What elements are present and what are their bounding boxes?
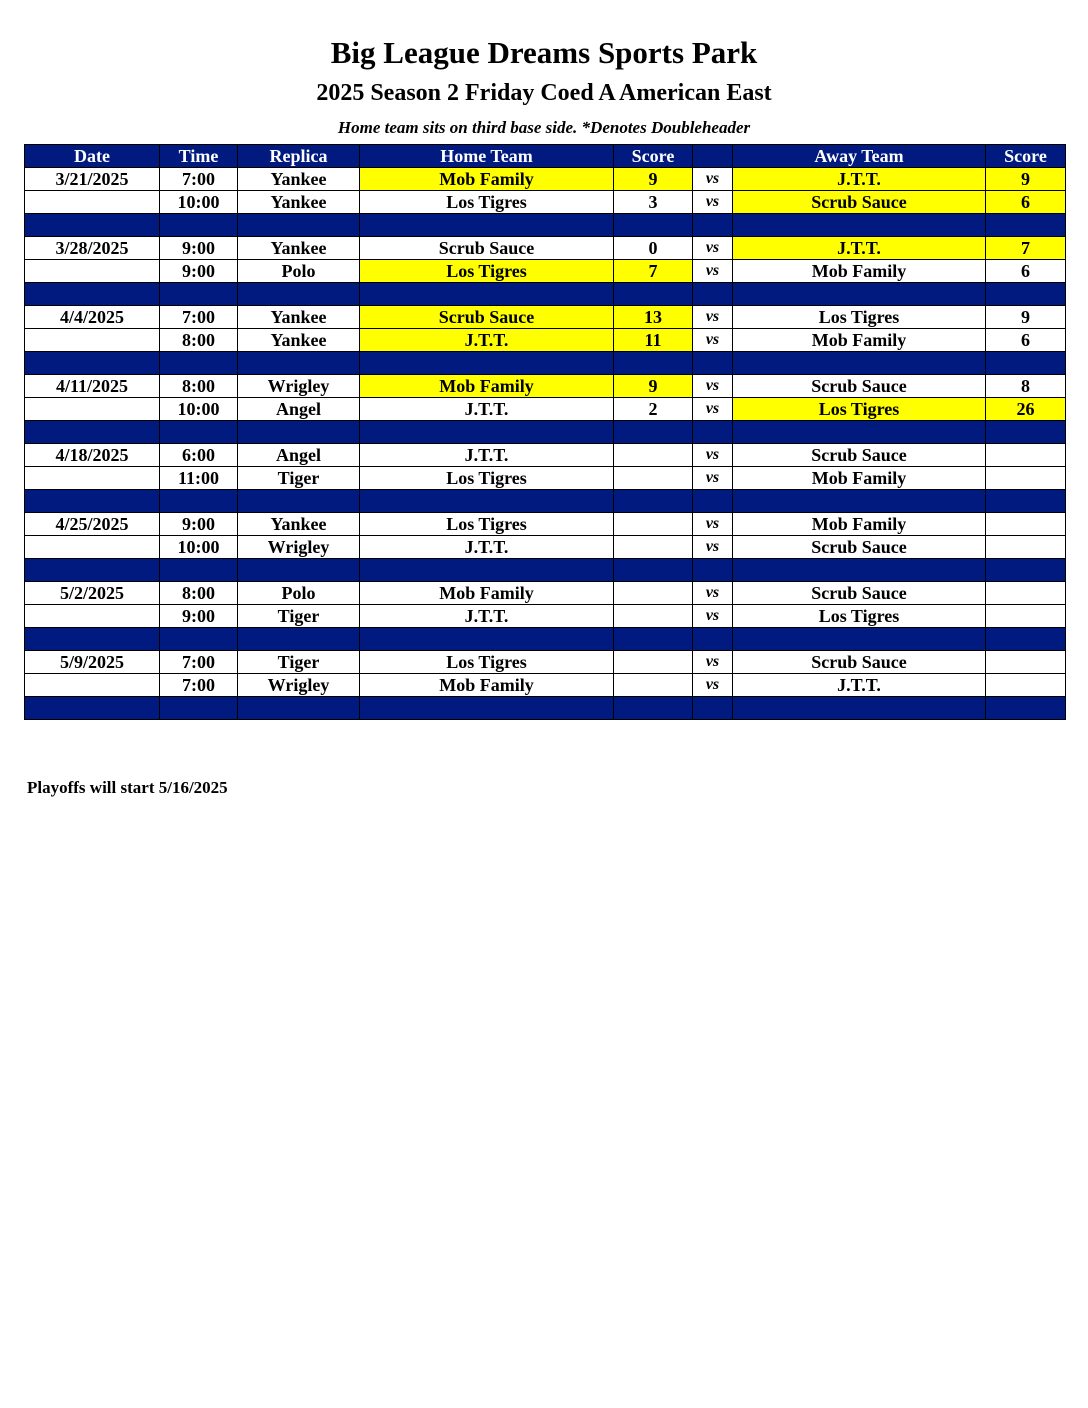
separator-cell xyxy=(733,352,986,375)
away-score-cell xyxy=(986,674,1066,697)
separator-cell xyxy=(160,214,238,237)
separator-cell xyxy=(238,490,360,513)
vs-cell: vs xyxy=(693,398,733,421)
vs-cell: vs xyxy=(693,536,733,559)
separator-cell xyxy=(733,559,986,582)
separator-cell xyxy=(25,697,160,720)
time-cell: 7:00 xyxy=(160,674,238,697)
separator-cell xyxy=(693,283,733,306)
game-row xyxy=(25,191,1066,214)
separator-cell xyxy=(693,214,733,237)
separator-cell xyxy=(733,628,986,651)
away-score-cell: 7 xyxy=(986,237,1066,260)
separator-cell xyxy=(614,421,693,444)
separator-cell xyxy=(986,559,1066,582)
date-cell xyxy=(25,605,160,628)
game-row xyxy=(25,237,1066,260)
col-header-replica: Replica xyxy=(238,145,360,168)
week-separator-row xyxy=(25,697,1066,720)
game-row xyxy=(25,582,1066,605)
home-team-cell: Los Tigres xyxy=(360,651,614,674)
home-team-cell: Mob Family xyxy=(360,168,614,191)
separator-cell xyxy=(693,421,733,444)
date-cell xyxy=(25,674,160,697)
separator-cell xyxy=(693,559,733,582)
separator-cell xyxy=(693,490,733,513)
replica-cell: Yankee xyxy=(238,306,360,329)
date-cell xyxy=(25,398,160,421)
separator-cell xyxy=(986,697,1066,720)
date-cell: 5/9/2025 xyxy=(25,651,160,674)
separator-cell xyxy=(360,421,614,444)
separator-cell xyxy=(160,490,238,513)
away-score-cell xyxy=(986,444,1066,467)
col-header-away-score: Score xyxy=(986,145,1066,168)
home-team-cell: J.T.T. xyxy=(360,398,614,421)
separator-cell xyxy=(25,283,160,306)
separator-cell xyxy=(25,490,160,513)
playoffs-note: Playoffs will start 5/16/2025 xyxy=(27,778,228,797)
separator-cell xyxy=(360,352,614,375)
home-team-cell: Scrub Sauce xyxy=(360,237,614,260)
separator-cell xyxy=(733,283,986,306)
week-separator-row xyxy=(25,214,1066,237)
home-score-cell: 2 xyxy=(614,398,693,421)
separator-cell xyxy=(160,421,238,444)
separator-cell xyxy=(614,214,693,237)
separator-cell xyxy=(614,559,693,582)
away-score-cell: 9 xyxy=(986,168,1066,191)
replica-cell: Yankee xyxy=(238,168,360,191)
col-header-time: Time xyxy=(160,145,238,168)
separator-cell xyxy=(360,283,614,306)
home-score-cell: 9 xyxy=(614,375,693,398)
home-team-cell: Los Tigres xyxy=(360,467,614,490)
time-cell: 6:00 xyxy=(160,444,238,467)
game-row xyxy=(25,398,1066,421)
game-row xyxy=(25,306,1066,329)
away-team-cell: Mob Family xyxy=(733,329,986,352)
replica-cell: Yankee xyxy=(238,237,360,260)
away-team-cell: Mob Family xyxy=(733,513,986,536)
vs-cell: vs xyxy=(693,674,733,697)
separator-cell xyxy=(693,697,733,720)
week-separator-row xyxy=(25,490,1066,513)
home-team-cell: Los Tigres xyxy=(360,191,614,214)
col-header-home-score: Score xyxy=(614,145,693,168)
date-cell: 4/11/2025 xyxy=(25,375,160,398)
game-row xyxy=(25,605,1066,628)
separator-cell xyxy=(25,352,160,375)
away-team-cell: Mob Family xyxy=(733,260,986,283)
separator-cell xyxy=(693,628,733,651)
vs-cell: vs xyxy=(693,444,733,467)
game-row xyxy=(25,674,1066,697)
time-cell: 10:00 xyxy=(160,191,238,214)
home-score-cell xyxy=(614,582,693,605)
time-cell: 10:00 xyxy=(160,398,238,421)
week-separator-row xyxy=(25,421,1066,444)
away-team-cell: J.T.T. xyxy=(733,237,986,260)
away-team-cell: Scrub Sauce xyxy=(733,582,986,605)
replica-cell: Wrigley xyxy=(238,536,360,559)
game-row xyxy=(25,536,1066,559)
home-team-cell: J.T.T. xyxy=(360,329,614,352)
away-team-cell: J.T.T. xyxy=(733,674,986,697)
replica-cell: Yankee xyxy=(238,191,360,214)
date-cell: 4/4/2025 xyxy=(25,306,160,329)
home-score-cell: 11 xyxy=(614,329,693,352)
away-team-cell: Los Tigres xyxy=(733,398,986,421)
schedule-body xyxy=(25,168,1066,720)
separator-cell xyxy=(238,421,360,444)
away-score-cell xyxy=(986,467,1066,490)
header-row xyxy=(25,145,1066,168)
game-row xyxy=(25,444,1066,467)
home-score-cell: 3 xyxy=(614,191,693,214)
vs-cell: vs xyxy=(693,191,733,214)
home-team-cell: Scrub Sauce xyxy=(360,306,614,329)
date-cell xyxy=(25,329,160,352)
time-cell: 7:00 xyxy=(160,651,238,674)
home-team-cell: Mob Family xyxy=(360,674,614,697)
col-header-date: Date xyxy=(25,145,160,168)
time-cell: 7:00 xyxy=(160,306,238,329)
home-score-cell: 7 xyxy=(614,260,693,283)
away-score-cell xyxy=(986,605,1066,628)
game-row xyxy=(25,260,1066,283)
time-cell: 8:00 xyxy=(160,582,238,605)
separator-cell xyxy=(25,214,160,237)
home-score-cell xyxy=(614,513,693,536)
home-team-cell: J.T.T. xyxy=(360,444,614,467)
separator-cell xyxy=(238,697,360,720)
away-score-cell: 8 xyxy=(986,375,1066,398)
date-cell: 4/25/2025 xyxy=(25,513,160,536)
schedule-table xyxy=(24,144,1066,720)
game-row xyxy=(25,651,1066,674)
week-separator-row xyxy=(25,283,1066,306)
game-row xyxy=(25,168,1066,191)
home-team-cell: Mob Family xyxy=(360,375,614,398)
separator-cell xyxy=(733,490,986,513)
replica-cell: Tiger xyxy=(238,605,360,628)
time-cell: 8:00 xyxy=(160,329,238,352)
time-cell: 7:00 xyxy=(160,168,238,191)
col-header-home-team: Home Team xyxy=(360,145,614,168)
separator-cell xyxy=(238,559,360,582)
game-row xyxy=(25,375,1066,398)
separator-cell xyxy=(614,490,693,513)
vs-cell: vs xyxy=(693,237,733,260)
vs-cell: vs xyxy=(693,513,733,536)
separator-cell xyxy=(25,559,160,582)
vs-cell: vs xyxy=(693,329,733,352)
separator-cell xyxy=(986,490,1066,513)
away-score-cell xyxy=(986,513,1066,536)
vs-cell: vs xyxy=(693,168,733,191)
separator-cell xyxy=(360,490,614,513)
separator-cell xyxy=(238,214,360,237)
vs-cell: vs xyxy=(693,467,733,490)
home-team-cell: Los Tigres xyxy=(360,513,614,536)
home-score-cell: 13 xyxy=(614,306,693,329)
away-team-cell: Los Tigres xyxy=(733,605,986,628)
home-score-cell: 0 xyxy=(614,237,693,260)
away-score-cell: 6 xyxy=(986,191,1066,214)
separator-cell xyxy=(614,628,693,651)
home-team-cell: J.T.T. xyxy=(360,536,614,559)
game-row xyxy=(25,513,1066,536)
replica-cell: Polo xyxy=(238,260,360,283)
week-separator-row xyxy=(25,352,1066,375)
separator-cell xyxy=(360,214,614,237)
vs-cell: vs xyxy=(693,651,733,674)
date-cell xyxy=(25,467,160,490)
separator-cell xyxy=(160,628,238,651)
week-separator-row xyxy=(25,559,1066,582)
away-score-cell: 9 xyxy=(986,306,1066,329)
home-score-cell xyxy=(614,674,693,697)
week-separator-row xyxy=(25,628,1066,651)
separator-cell xyxy=(693,352,733,375)
separator-cell xyxy=(360,697,614,720)
page-title: Big League Dreams Sports Park xyxy=(330,35,758,70)
separator-cell xyxy=(160,559,238,582)
separator-cell xyxy=(733,421,986,444)
time-cell: 9:00 xyxy=(160,260,238,283)
date-cell xyxy=(25,191,160,214)
date-cell: 5/2/2025 xyxy=(25,582,160,605)
away-team-cell: J.T.T. xyxy=(733,168,986,191)
separator-cell xyxy=(733,214,986,237)
home-score-cell xyxy=(614,651,693,674)
separator-cell xyxy=(614,697,693,720)
time-cell: 10:00 xyxy=(160,536,238,559)
doubleheader-note: Home team sits on third base side. *Denotes Doubleheader xyxy=(337,118,751,137)
separator-cell xyxy=(238,628,360,651)
replica-cell: Yankee xyxy=(238,513,360,536)
away-score-cell: 6 xyxy=(986,260,1066,283)
away-team-cell: Mob Family xyxy=(733,467,986,490)
game-row xyxy=(25,329,1066,352)
home-team-cell: J.T.T. xyxy=(360,605,614,628)
replica-cell: Angel xyxy=(238,444,360,467)
separator-cell xyxy=(986,421,1066,444)
separator-cell xyxy=(160,283,238,306)
away-team-cell: Scrub Sauce xyxy=(733,536,986,559)
separator-cell xyxy=(614,283,693,306)
time-cell: 11:00 xyxy=(160,467,238,490)
away-score-cell xyxy=(986,651,1066,674)
vs-cell: vs xyxy=(693,582,733,605)
separator-cell xyxy=(238,352,360,375)
col-header-away-team: Away Team xyxy=(733,145,986,168)
away-team-cell: Scrub Sauce xyxy=(733,191,986,214)
away-score-cell: 26 xyxy=(986,398,1066,421)
replica-cell: Wrigley xyxy=(238,674,360,697)
separator-cell xyxy=(986,352,1066,375)
away-score-cell: 6 xyxy=(986,329,1066,352)
separator-cell xyxy=(25,421,160,444)
replica-cell: Tiger xyxy=(238,651,360,674)
home-score-cell xyxy=(614,536,693,559)
date-cell: 3/28/2025 xyxy=(25,237,160,260)
away-team-cell: Scrub Sauce xyxy=(733,375,986,398)
separator-cell xyxy=(25,628,160,651)
away-team-cell: Los Tigres xyxy=(733,306,986,329)
replica-cell: Wrigley xyxy=(238,375,360,398)
game-row xyxy=(25,467,1066,490)
col-header-vs xyxy=(693,145,733,168)
separator-cell xyxy=(238,283,360,306)
separator-cell xyxy=(160,352,238,375)
home-score-cell xyxy=(614,444,693,467)
vs-cell: vs xyxy=(693,306,733,329)
separator-cell xyxy=(614,352,693,375)
home-team-cell: Los Tigres xyxy=(360,260,614,283)
replica-cell: Polo xyxy=(238,582,360,605)
time-cell: 9:00 xyxy=(160,605,238,628)
time-cell: 8:00 xyxy=(160,375,238,398)
vs-cell: vs xyxy=(693,605,733,628)
separator-cell xyxy=(986,283,1066,306)
home-score-cell: 9 xyxy=(614,168,693,191)
separator-cell xyxy=(360,559,614,582)
replica-cell: Yankee xyxy=(238,329,360,352)
away-team-cell: Scrub Sauce xyxy=(733,444,986,467)
home-team-cell: Mob Family xyxy=(360,582,614,605)
replica-cell: Angel xyxy=(238,398,360,421)
separator-cell xyxy=(733,697,986,720)
away-score-cell xyxy=(986,582,1066,605)
home-score-cell xyxy=(614,605,693,628)
vs-cell: vs xyxy=(693,260,733,283)
page-subtitle: 2025 Season 2 Friday Coed A American East xyxy=(316,80,772,106)
date-cell xyxy=(25,260,160,283)
away-team-cell: Scrub Sauce xyxy=(733,651,986,674)
separator-cell xyxy=(360,628,614,651)
separator-cell xyxy=(986,214,1066,237)
away-score-cell xyxy=(986,536,1066,559)
separator-cell xyxy=(986,628,1066,651)
date-cell xyxy=(25,536,160,559)
date-cell: 3/21/2025 xyxy=(25,168,160,191)
replica-cell: Tiger xyxy=(238,467,360,490)
time-cell: 9:00 xyxy=(160,513,238,536)
date-cell: 4/18/2025 xyxy=(25,444,160,467)
separator-cell xyxy=(160,697,238,720)
home-score-cell xyxy=(614,467,693,490)
time-cell: 9:00 xyxy=(160,237,238,260)
vs-cell: vs xyxy=(693,375,733,398)
